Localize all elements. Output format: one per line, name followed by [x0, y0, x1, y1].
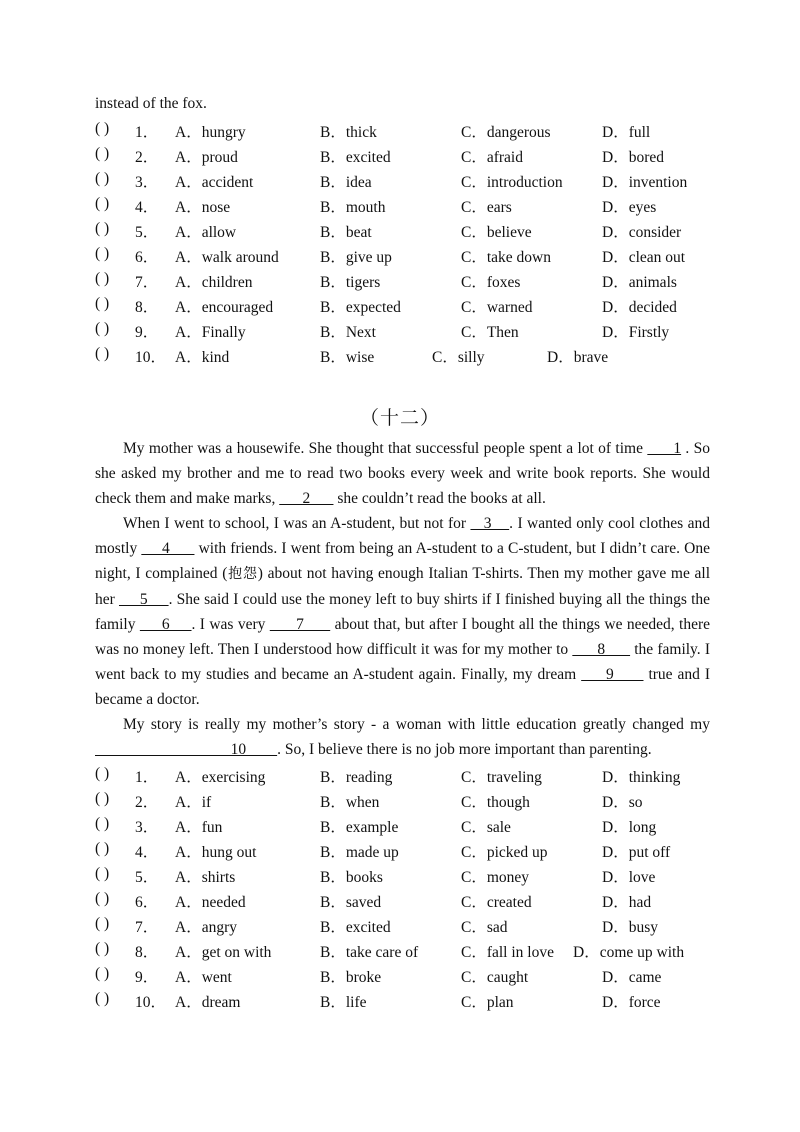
option-d: D．had [602, 894, 652, 911]
answer-bracket[interactable]: ( ) [95, 320, 110, 337]
option-a: A．kind [175, 349, 230, 366]
option-b: B．excited [320, 149, 391, 166]
option-d: D．invention [602, 174, 688, 191]
option-c: C．silly [432, 349, 485, 366]
option-d: D．came [602, 969, 662, 986]
answer-bracket[interactable]: ( ) [95, 915, 110, 932]
option-a: A．walk around [175, 249, 279, 266]
option-b: B．excited [320, 919, 391, 936]
question-number: 1． [135, 124, 159, 141]
answer-bracket[interactable]: ( ) [95, 790, 110, 807]
answer-bracket[interactable]: ( ) [95, 270, 110, 287]
question-number: 10． [135, 349, 167, 366]
question-row [95, 965, 715, 989]
answer-bracket[interactable]: ( ) [95, 940, 110, 957]
blank-4[interactable]: 4 [141, 540, 195, 557]
option-b: B．life [320, 994, 367, 1011]
option-c: C．created [461, 894, 532, 911]
option-b: B．take care of [320, 944, 419, 961]
question-row [95, 270, 715, 294]
question-row [95, 245, 715, 269]
option-b: B．tigers [320, 274, 381, 291]
option-b: B．example [320, 819, 399, 836]
option-a: A．nose [175, 199, 231, 216]
blank-5[interactable]: 5 [118, 591, 169, 608]
option-c: C．caught [461, 969, 529, 986]
option-b: B．expected [320, 299, 401, 316]
option-b: B．wise [320, 349, 375, 366]
option-a: A．children [175, 274, 253, 291]
question-number: 2． [135, 794, 159, 811]
option-b: B．idea [320, 174, 372, 191]
answer-bracket[interactable]: ( ) [95, 865, 110, 882]
question-row [95, 295, 715, 319]
answer-bracket[interactable]: ( ) [95, 990, 110, 1007]
option-c: C．foxes [461, 274, 521, 291]
option-a: A．needed [175, 894, 246, 911]
blank-6[interactable]: 6 [139, 616, 192, 633]
option-a: A．allow [175, 224, 237, 241]
option-a: A．exercising [175, 769, 266, 786]
option-b: B．give up [320, 249, 392, 266]
question-row [95, 195, 715, 219]
question-number: 1． [135, 769, 159, 786]
answer-bracket[interactable]: ( ) [95, 245, 110, 262]
question-row [95, 170, 715, 194]
option-d: D．decided [602, 299, 677, 316]
option-c: C．plan [461, 994, 514, 1011]
option-b: B．beat [320, 224, 372, 241]
option-a: A．hung out [175, 844, 257, 861]
blank-7[interactable]: 7 [269, 616, 331, 633]
option-b: B．saved [320, 894, 382, 911]
option-c: C．money [461, 869, 530, 886]
answer-bracket[interactable]: ( ) [95, 765, 110, 782]
answer-bracket[interactable]: ( ) [95, 195, 110, 212]
question-row [95, 915, 715, 939]
option-a: A．proud [175, 149, 238, 166]
question-number: 5． [135, 869, 159, 886]
option-d: D．clean out [602, 249, 686, 266]
option-d: D．bored [602, 149, 664, 166]
option-a: A．accident [175, 174, 254, 191]
option-d: D．animals [602, 274, 677, 291]
option-c: C．introduction [461, 174, 563, 191]
option-c: C．believe [461, 224, 532, 241]
option-a: A．get on with [175, 944, 272, 961]
option-d: D．thinking [602, 769, 681, 786]
question-number: 4． [135, 844, 159, 861]
blank-3[interactable]: 3 [470, 515, 510, 532]
option-a: A．angry [175, 919, 237, 936]
option-b: B．broke [320, 969, 382, 986]
option-c: C．sale [461, 819, 511, 836]
option-d: D．full [602, 124, 651, 141]
option-b: B．mouth [320, 199, 386, 216]
blank-1[interactable]: 1 [647, 440, 682, 457]
question-row [95, 765, 715, 789]
option-c: C．sad [461, 919, 508, 936]
option-d: D．long [602, 819, 657, 836]
intro-tail-text: instead of the fox. [95, 95, 207, 112]
question-number: 9． [135, 324, 159, 341]
option-a: A．fun [175, 819, 223, 836]
option-d: D．come up with [573, 944, 685, 961]
option-c: C．fall in love [461, 944, 554, 961]
cloze-passage [95, 436, 710, 762]
question-row [95, 865, 715, 889]
option-d: D．Firstly [602, 324, 670, 341]
answer-bracket[interactable]: ( ) [95, 170, 110, 187]
option-d: D．so [602, 794, 643, 811]
section-title: （十二） [359, 407, 440, 429]
option-a: A．Finally [175, 324, 246, 341]
blank-10[interactable]: 10 [95, 741, 278, 758]
chinese-gloss: 抱怨 [227, 566, 258, 582]
option-d: D．busy [602, 919, 658, 936]
question-row [95, 120, 715, 144]
answer-bracket[interactable]: ( ) [95, 840, 110, 857]
option-b: B．thick [320, 124, 377, 141]
question-number: 3． [135, 819, 159, 836]
question-number: 5． [135, 224, 159, 241]
option-d: D．consider [602, 224, 682, 241]
question-row [95, 815, 715, 839]
blank-8[interactable]: 8 [572, 641, 631, 658]
answer-bracket[interactable]: ( ) [95, 220, 110, 237]
question-number: 4． [135, 199, 159, 216]
question-row [95, 840, 715, 864]
option-b: B．when [320, 794, 380, 811]
option-c: C．picked up [461, 844, 548, 861]
question-number: 2． [135, 149, 159, 166]
question-number: 9． [135, 969, 159, 986]
question-number: 7． [135, 919, 159, 936]
question-number: 7． [135, 274, 159, 291]
option-c: C．afraid [461, 149, 523, 166]
blank-9[interactable]: 9 [581, 666, 644, 683]
question-row [95, 990, 715, 1014]
question-row [95, 940, 715, 964]
passage-paragraph-3: My story is really my mother’s story - a woman with little education greatly changed my 10 . So, I believe there is no job more important than parenting. [95, 716, 710, 758]
answer-bracket[interactable]: ( ) [95, 145, 110, 162]
option-b: B．books [320, 869, 383, 886]
option-a: A．went [175, 969, 232, 986]
option-a: A．dream [175, 994, 241, 1011]
option-c: C．traveling [461, 769, 542, 786]
question-number: 6． [135, 894, 159, 911]
question-number: 10． [135, 994, 167, 1011]
option-c: C．dangerous [461, 124, 551, 141]
question-number: 8． [135, 944, 159, 961]
option-a: A．shirts [175, 869, 236, 886]
option-d: D．brave [547, 349, 609, 366]
question-row [95, 145, 715, 169]
question-number: 8． [135, 299, 159, 316]
answer-bracket[interactable]: ( ) [95, 890, 110, 907]
option-d: D．love [602, 869, 656, 886]
option-a: A．if [175, 794, 212, 811]
question-number: 3． [135, 174, 159, 191]
option-a: A．hungry [175, 124, 246, 141]
question-row [95, 320, 715, 344]
option-d: D．force [602, 994, 661, 1011]
passage-paragraph-2: When I went to school, I was an A-student, but not for 3 . I wanted only cool clothes and mostly 4 with friends. I went from being an A-student to a C-student, but I didn’t care. One night, I complained (抱怨) about not having enough Italian T-shirts. Then my mother gave me all her 5 . She said I could use the money left to buy shirts if I finished buying all the things the family 6 . I was very 7 about that, but after I bought all the things we needed, there was no money left. Then I understood how difficult it was for my mother to 8 the family. I went back to my studies and became an A-student again. Finally, my dream 9 true and I became a doctor. [95, 515, 711, 708]
option-b: B．reading [320, 769, 393, 786]
option-d: D．eyes [602, 199, 657, 216]
option-c: C．take down [461, 249, 551, 266]
blank-2[interactable]: 2 [279, 490, 334, 507]
option-c: C．warned [461, 299, 533, 316]
answer-bracket[interactable]: ( ) [95, 965, 110, 982]
question-number: 6． [135, 249, 159, 266]
option-a: A．encouraged [175, 299, 274, 316]
question-row [95, 220, 715, 244]
option-d: D．put off [602, 844, 671, 861]
option-c: C．Then [461, 324, 519, 341]
answer-bracket[interactable]: ( ) [95, 295, 110, 312]
option-b: B．made up [320, 844, 399, 861]
option-c: C．though [461, 794, 530, 811]
answer-bracket[interactable]: ( ) [95, 345, 110, 362]
answer-bracket[interactable]: ( ) [95, 815, 110, 832]
answer-bracket[interactable]: ( ) [95, 120, 110, 137]
option-c: C．ears [461, 199, 512, 216]
option-b: B．Next [320, 324, 376, 341]
passage-paragraph-1: My mother was a housewife. She thought that successful people spent a lot of time 1 . So she asked my brother and me to read two books every week and write book reports. She would check them and make marks, 2 she couldn’t read the books at all. [95, 440, 711, 507]
question-row [95, 890, 715, 914]
question-row [95, 345, 715, 369]
question-row [95, 790, 715, 814]
